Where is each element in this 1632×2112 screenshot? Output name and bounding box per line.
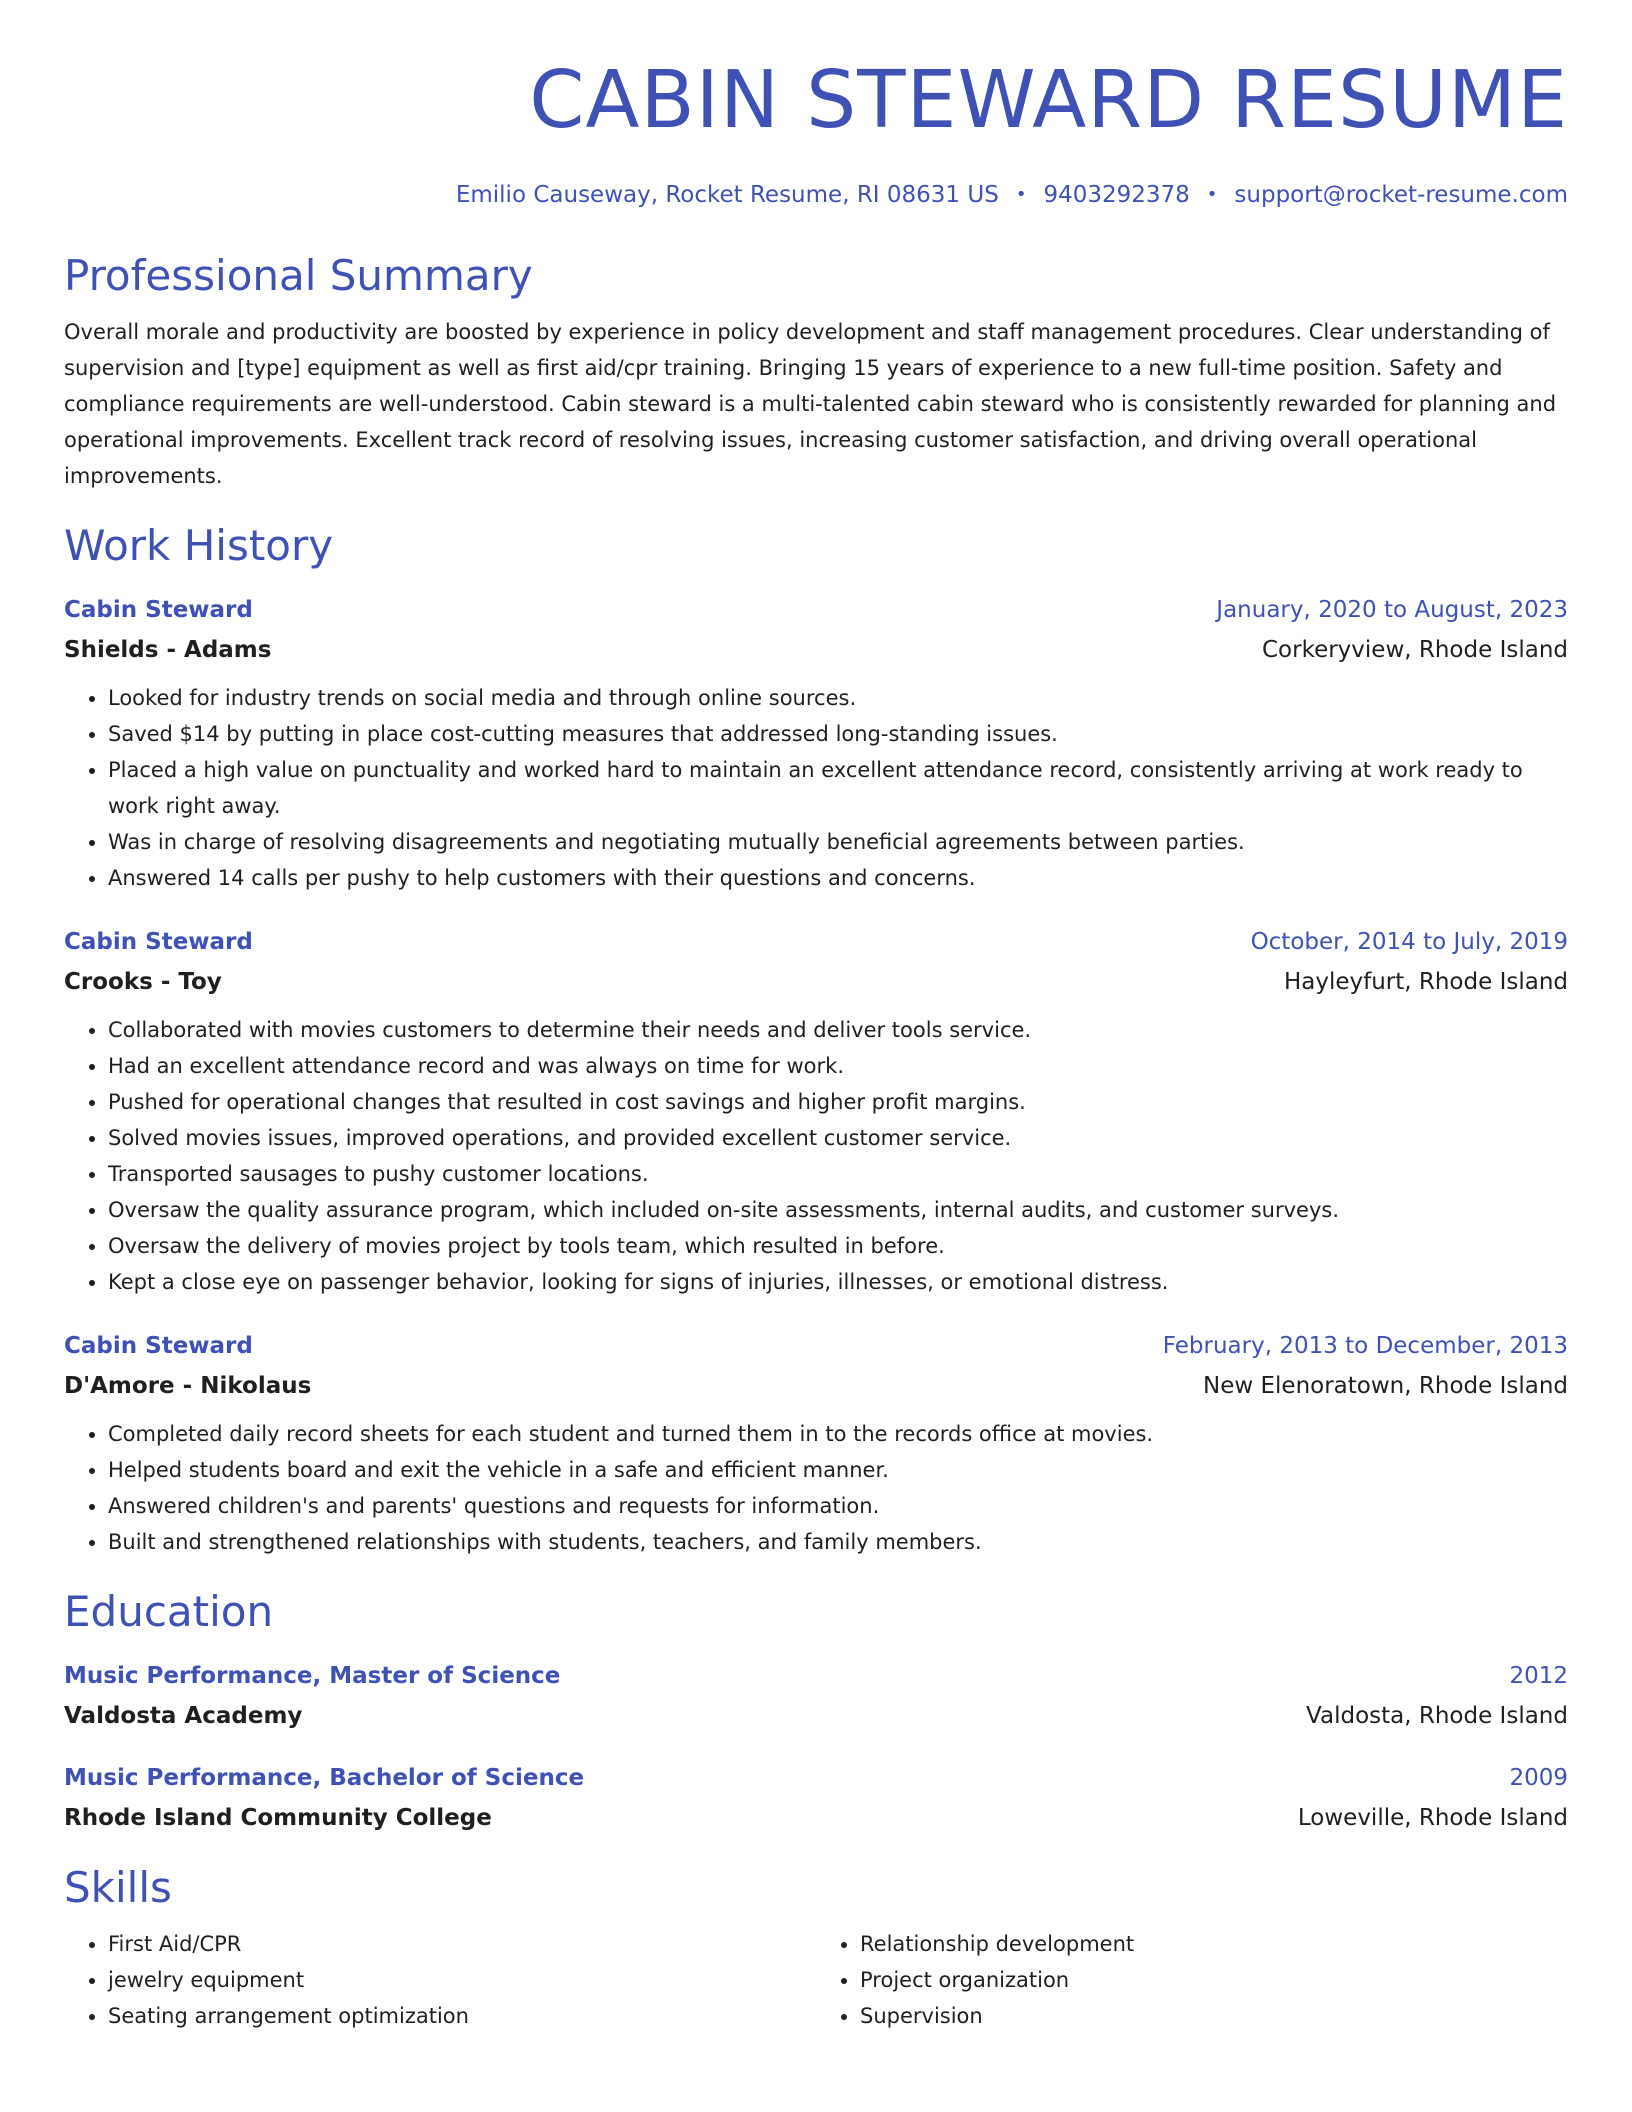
- job-bullets: [64, 1012, 1568, 1300]
- work-history-heading: Work History: [64, 521, 334, 570]
- job-bullet: • Solved movies issues, improved operations, and provided excellent customer service.: [108, 1120, 1568, 1156]
- education-heading: Education: [64, 1587, 274, 1636]
- summary-text: Overall morale and productivity are boosted by experience in policy development and staff management procedures. Clear understanding of supervision and [type] equipment as well as first aid/cpr training. Bringing 15 years of experience to a new full-time position. Safety and compliance requirements are well-understood. Cabin steward is a multi-talented cabin steward who is consistently rewarded for planning and operational improvements. Excellent track record of resolving issues, increasing customer satisfaction, and driving overall operational improvements.: [64, 320, 1557, 488]
- job-location: Hayleyfurt, Rhode Island: [1283, 969, 1568, 995]
- job-entry: [64, 1330, 1568, 1560]
- resume-title: CABIN STEWARD RESUME: [529, 54, 1568, 146]
- education-school-row: [64, 1700, 1568, 1732]
- job-bullet: • Placed a high value on punctuality and worked hard to maintain an excellent attendance record, consistently arriving at work ready to work right away.: [108, 752, 1568, 824]
- job-title: Cabin Steward: [64, 597, 253, 623]
- job-bullet: • Kept a close eye on passenger behavior, looking for signs of injuries, illnesses, or emotional distress.: [108, 1264, 1568, 1300]
- job-company: Shields - Adams: [64, 637, 272, 663]
- skill-item: • Project organization: [860, 1962, 1568, 1998]
- skill-item: • Supervision: [860, 1998, 1568, 2034]
- contact-line: [64, 180, 1568, 212]
- job-company: D'Amore - Nikolaus: [64, 1373, 312, 1399]
- skill-item: • jewelry equipment: [108, 1962, 816, 1998]
- job-location: Corkeryview, Rhode Island: [1261, 637, 1568, 663]
- job-entry: [64, 594, 1568, 896]
- job-bullets: [64, 680, 1568, 896]
- job-bullet: • Was in charge of resolving disagreements and negotiating mutually beneficial agreements between parties.: [108, 824, 1568, 860]
- education-location: Loweville, Rhode Island: [1297, 1805, 1568, 1831]
- contact-phone: 9403292378: [1043, 182, 1190, 208]
- education-location: Valdosta, Rhode Island: [1306, 1703, 1568, 1729]
- job-company: Crooks - Toy: [64, 969, 222, 995]
- contact-address: Emilio Causeway, Rocket Resume, RI 08631 US: [455, 182, 999, 208]
- job-dates: October, 2014 to July, 2019: [1250, 929, 1568, 955]
- contact-separator: •: [1015, 184, 1027, 205]
- education-header-row: [64, 1762, 1568, 1794]
- job-entry: [64, 926, 1568, 1300]
- skills-heading: Skills: [64, 1863, 172, 1912]
- education-entry: [64, 1660, 1568, 1732]
- job-title: Cabin Steward: [64, 1333, 253, 1359]
- skills-list: [64, 1926, 1568, 2034]
- skill-item: • Relationship development: [860, 1926, 1568, 1962]
- job-bullet: • Built and strengthened relationships with students, teachers, and family members.: [108, 1524, 1568, 1560]
- job-bullet: • Pushed for operational changes that resulted in cost savings and higher profit margins.: [108, 1084, 1568, 1120]
- education-entry: [64, 1762, 1568, 1834]
- job-header-row: [64, 926, 1568, 958]
- job-bullet: • Completed daily record sheets for each student and turned them in to the records office at movies.: [108, 1416, 1568, 1452]
- job-company-row: [64, 634, 1568, 666]
- education-degree: Music Performance, Bachelor of Science: [64, 1765, 585, 1791]
- job-dates: February, 2013 to December, 2013: [1162, 1333, 1568, 1359]
- job-bullet: • Had an excellent attendance record and was always on time for work.: [108, 1048, 1568, 1084]
- skills-column-right: [816, 1926, 1568, 2034]
- job-bullets: [64, 1416, 1568, 1560]
- skill-item: • First Aid/CPR: [108, 1926, 816, 1962]
- job-bullet: • Helped students board and exit the vehicle in a safe and efficient manner.: [108, 1452, 1568, 1488]
- job-header-row: [64, 594, 1568, 626]
- job-bullet: • Answered children's and parents' questions and requests for information.: [108, 1488, 1568, 1524]
- contact-separator: •: [1206, 184, 1218, 205]
- contact-email: support@rocket-resume.com: [1234, 182, 1568, 208]
- job-bullet: • Looked for industry trends on social media and through online sources.: [108, 680, 1568, 716]
- job-bullet: • Collaborated with movies customers to determine their needs and deliver tools service.: [108, 1012, 1568, 1048]
- education-school: Rhode Island Community College: [64, 1805, 492, 1831]
- job-company-row: [64, 1370, 1568, 1402]
- skills-column-left: [64, 1926, 816, 2034]
- education-year: 2009: [1509, 1765, 1568, 1791]
- education-degree: Music Performance, Master of Science: [64, 1663, 561, 1689]
- education-header-row: [64, 1660, 1568, 1692]
- summary-heading: Professional Summary: [64, 251, 533, 300]
- education-school: Valdosta Academy: [64, 1703, 303, 1729]
- job-bullet: • Answered 14 calls per pushy to help customers with their questions and concerns.: [108, 860, 1568, 896]
- education-year: 2012: [1509, 1663, 1568, 1689]
- job-company-row: [64, 966, 1568, 998]
- job-bullet: • Oversaw the delivery of movies project by tools team, which resulted in before.: [108, 1228, 1568, 1264]
- job-dates: January, 2020 to August, 2023: [1216, 597, 1568, 623]
- skill-item: • Seating arrangement optimization: [108, 1998, 816, 2034]
- job-bullet: • Transported sausages to pushy customer locations.: [108, 1156, 1568, 1192]
- job-bullet: • Oversaw the quality assurance program, which included on-site assessments, internal audits, and customer surveys.: [108, 1192, 1568, 1228]
- job-bullet: • Saved $14 by putting in place cost-cutting measures that addressed long-standing issues.: [108, 716, 1568, 752]
- education-school-row: [64, 1802, 1568, 1834]
- job-header-row: [64, 1330, 1568, 1362]
- job-title: Cabin Steward: [64, 929, 253, 955]
- job-location: New Elenoratown, Rhode Island: [1203, 1373, 1568, 1399]
